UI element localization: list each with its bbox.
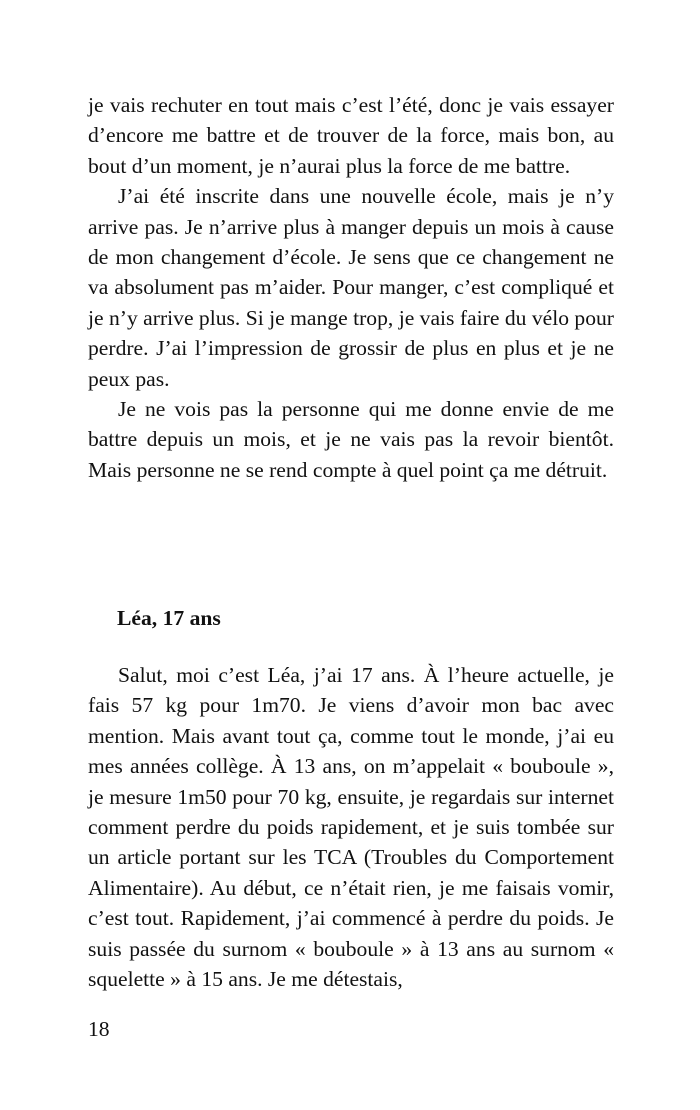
section-heading: Léa, 17 ans: [117, 606, 221, 630]
text-block-before: [88, 90, 614, 485]
paragraph: Salut, moi c’est Léa, j’ai 17 ans. À l’heure actuelle, je fais 57 kg pour 1m70. Je viens d’avoir mon bac avec mention. Mais avant tout ça, comme tout le monde, j’ai eu mes années collège. À 13 ans, on m’appelait « bouboule », je mesure 1m50 pour 70 kg, ensuite, je regardais sur internet comment perdre du poids rapidement, et je suis tombée sur un article portant sur les TCA (Troubles du Comportement Alimentaire). Au début, ce n’était rien, je me faisais vomir, c’est tout. Rapidement, j’ai commencé à perdre du poids. Je suis passée du surnom « bouboule » à 13 ans au surnom « squelette » à 15 ans. Je me détestais,: [88, 663, 614, 992]
paragraph: Je ne vois pas la personne qui me donne envie de me battre depuis un mois, et je ne vais pas la revoir bientôt. Mais personne ne se rend compte à quel point ça me détruit.: [88, 397, 614, 482]
paragraph: J’ai été inscrite dans une nouvelle école, mais je n’y arrive pas. Je n’arrive plus à manger depuis un mois à cause de mon changement d’école. Je sens que ce changement ne va absolument pas m’aider. Pour manger, c’est compliqué et je n’y arrive plus. Si je mange trop, je vais faire du vélo pour perdre. J’ai l’impression de grossir de plus en plus et je ne peux pas.: [88, 184, 614, 391]
page-number: 18: [88, 1017, 110, 1041]
text-block-after: [88, 660, 614, 994]
paragraph-continuation: je vais rechuter en tout mais c’est l’été, donc je vais essayer d’encore me battre et de trouver de la force, mais bon, au bout d’un moment, je n’aurai plus la force de me battre.: [88, 93, 614, 178]
